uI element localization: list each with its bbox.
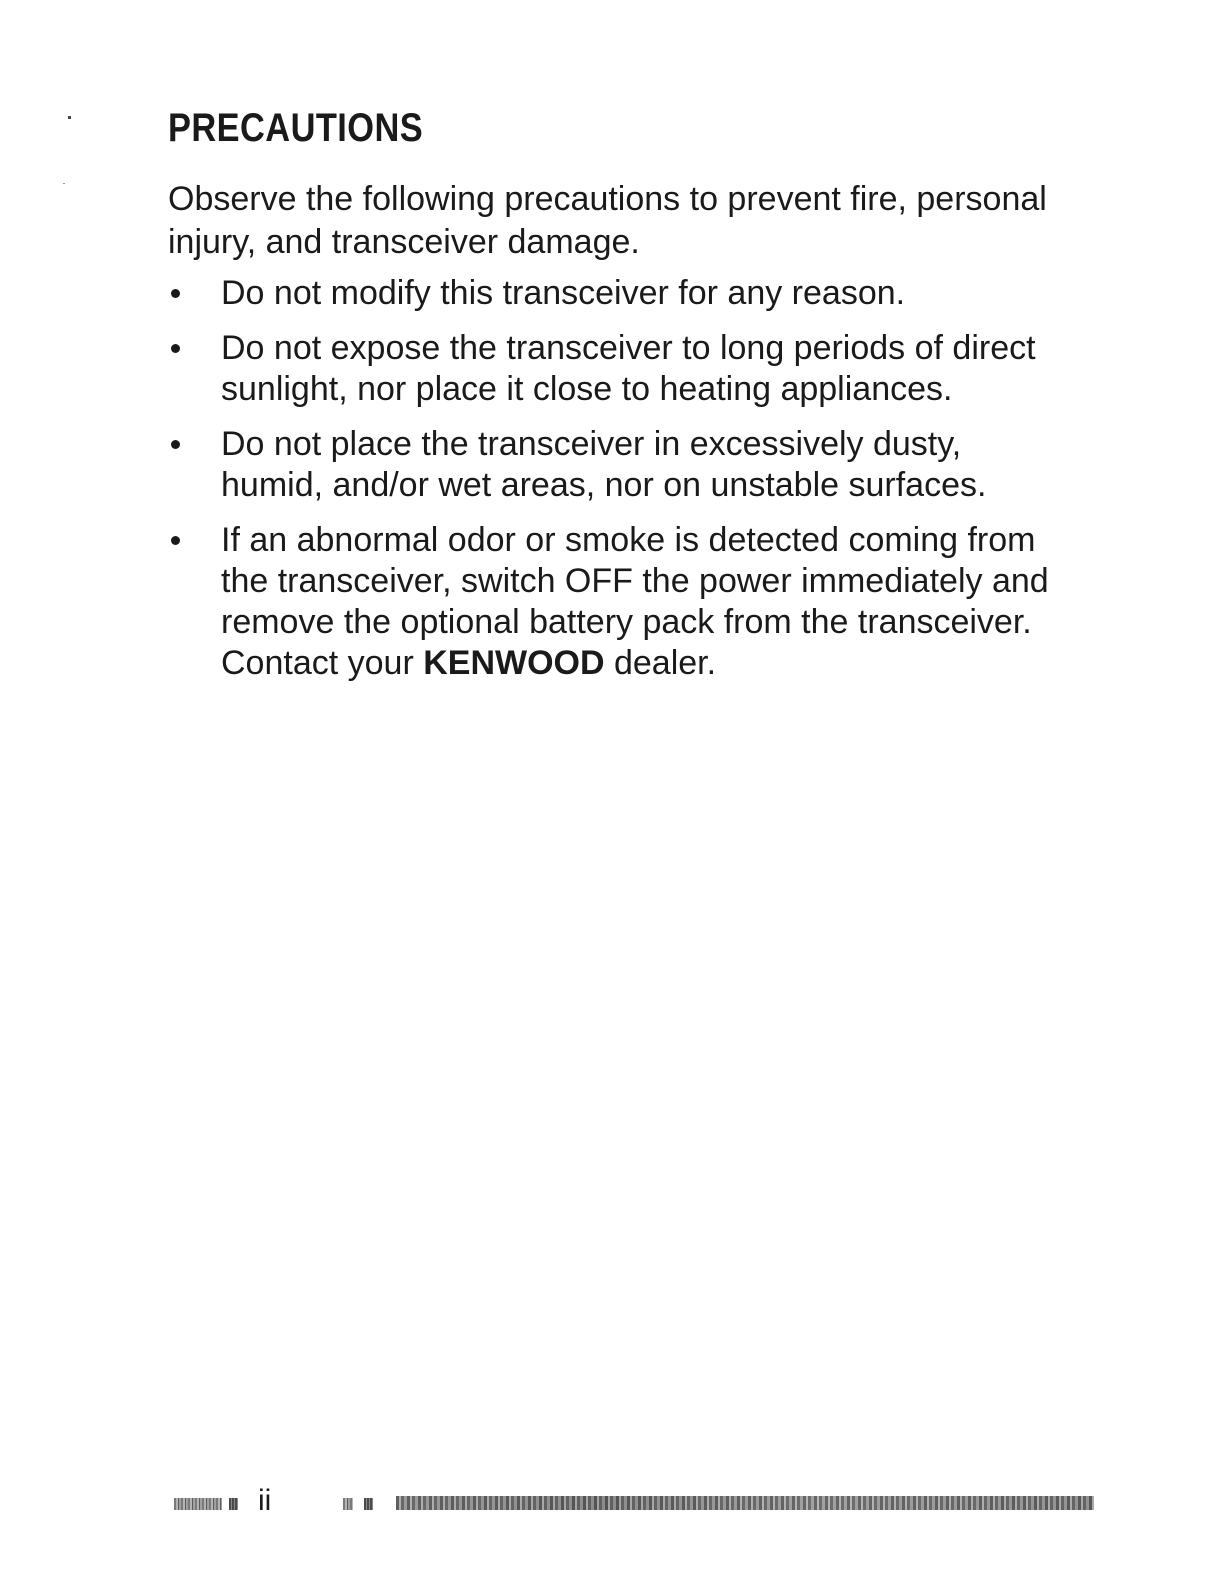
bullet-icon [171, 440, 180, 449]
list-item-text: Do not modify this transceiver for any reason. [221, 274, 906, 312]
footer-decoration [229, 1498, 238, 1510]
list-item-text: dealer. [604, 644, 717, 682]
list-item [168, 328, 1068, 410]
footer-decoration [174, 1498, 222, 1510]
list-item-text: Do not place the transceiver in excessively dusty, humid, and/or wet areas, nor on unstable surfaces. [221, 425, 987, 504]
page-footer [0, 1486, 1224, 1516]
precautions-list [168, 273, 1068, 698]
list-item [168, 273, 1068, 314]
footer-decoration [343, 1498, 353, 1510]
intro-paragraph: Observe the following precautions to prevent fire, personal injury, and transceiver damage. [168, 180, 1047, 261]
page-title: PRECAUTIONS [168, 106, 424, 150]
list-item [168, 424, 1068, 506]
footer-bar [396, 1496, 1094, 1510]
brand-name: KENWOOD [423, 644, 605, 682]
list-item-text: Do not expose the transceiver to long periods of direct sunlight, nor place it close to heating appliances. [221, 329, 1036, 408]
bullet-icon [171, 536, 180, 545]
scan-speck [68, 116, 71, 119]
bullet-icon [171, 289, 180, 298]
list-item [168, 520, 1068, 684]
footer-decoration [364, 1498, 373, 1510]
scan-speck [63, 183, 65, 184]
list-item-text: If an abnormal odor or smoke is detected coming from the transceiver, switch OFF the power immediately and remove the optional battery pack from the transceiver. Contact your [221, 521, 1049, 682]
bullet-icon [171, 344, 180, 353]
page-number: ii [258, 1484, 272, 1517]
